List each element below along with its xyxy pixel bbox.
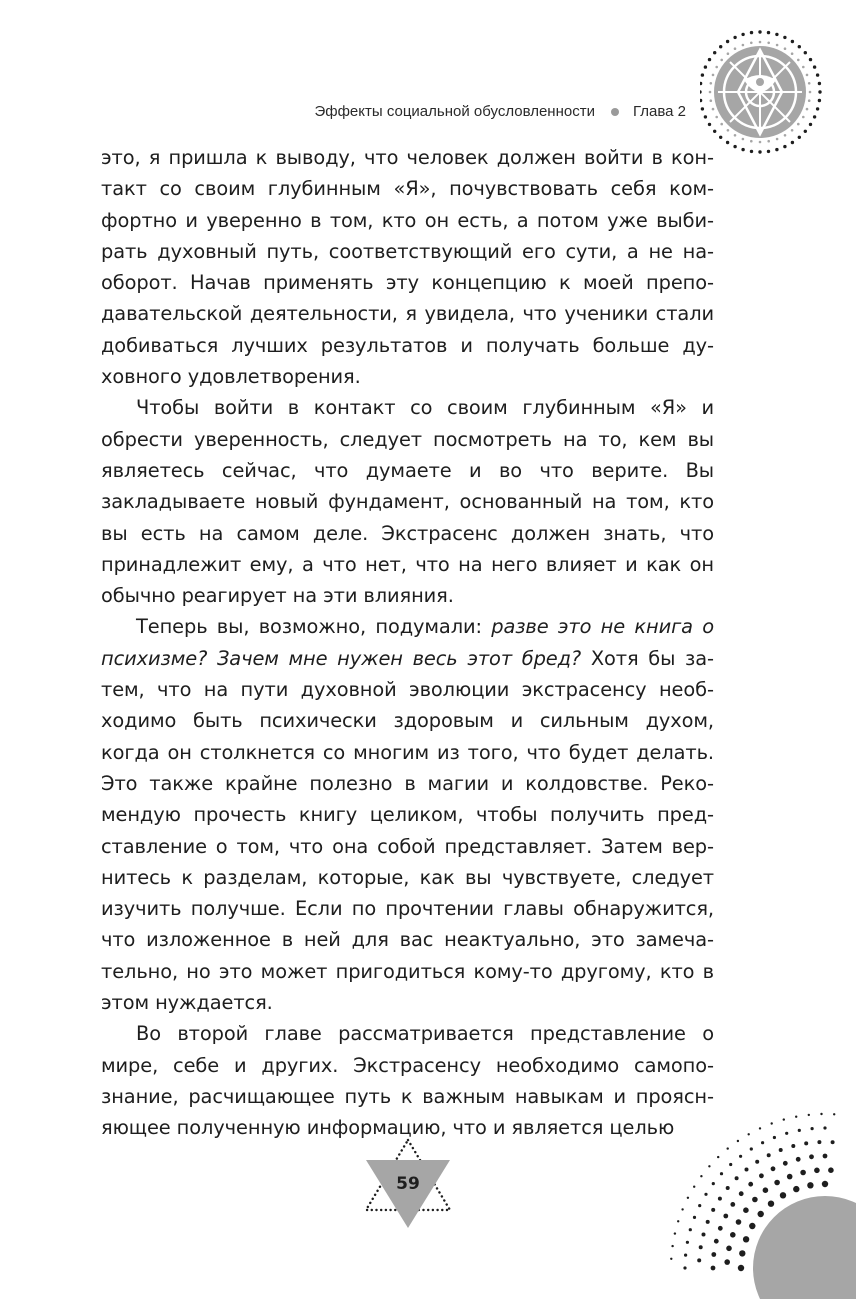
chapter-label: Глава 2 xyxy=(632,103,686,120)
sun-dots-ornament-icon xyxy=(640,1100,856,1299)
paragraph-text: это, я пришла к выводу, что человек должен войти в контакт со своим глубинным «Я», почувствовать себя комфортно и уверенно в том, кто он есть, а потом уже выбирать духовный путь, соответствующий его сути, а не наоборот. Начав применять эту концепцию к моей преподавательской деятельности, я увидела, что ученики стали добиваться лучших результатов и получать больше духовного удовлетворения. xyxy=(101,146,714,389)
paragraph-text: Теперь вы, возможно, подумали: xyxy=(136,615,492,639)
section-title: Эффекты социальной обусловленности xyxy=(314,103,595,120)
paragraph xyxy=(101,1018,714,1143)
mandala-ornament-icon xyxy=(700,0,856,160)
paragraph xyxy=(101,611,714,1018)
page-number: 59 xyxy=(396,1174,420,1194)
italic-text: разве это не книга о психизме? Зачем мне нужен весь этот бред? xyxy=(101,615,714,670)
running-header xyxy=(314,103,686,120)
separator-dot-icon xyxy=(611,108,619,116)
paragraph-text: Хотя бы затем, что на пути духовной эволюции экстрасенсу необходимо быть психически здоровым и сильным духом, когда он столкнется со многим из того, что будет делать. Это также крайне полезно в магии и колдовстве. Рекомендую прочесть книгу целиком, чтобы получить представление о том, что она собой представляет. Затем вернитесь к разделам, которые, как вы чувствуете, следует изучить получше. Если по прочтении главы обнаружится, что изложенное в ней для вас неактуально, это замечательно, но это может пригодиться кому-то другому, кто в этом нуждается. xyxy=(101,646,714,1015)
body-text xyxy=(101,142,714,1144)
paragraph xyxy=(101,392,714,611)
paragraph xyxy=(101,142,714,392)
paragraph-text: Во второй главе рассматривается представление о мире, себе и других. Экстрасенсу необходимо самопознание, расчищающее путь к важным навыкам и проясняющее полученную информацию, что и является целью xyxy=(101,1022,714,1140)
paragraph-text: Чтобы войти в контакт со своим глубинным «Я» и обрести уверенность, следует посмотреть на то, кем вы являетесь сейчас, что думаете и во что верите. Вы закладываете новый фундамент, основанный на том, кто вы есть на самом деле. Экстрасенс должен знать, что принадлежит ему, а что нет, что на него влияет и как он обычно реагирует на эти влияния. xyxy=(101,396,714,608)
